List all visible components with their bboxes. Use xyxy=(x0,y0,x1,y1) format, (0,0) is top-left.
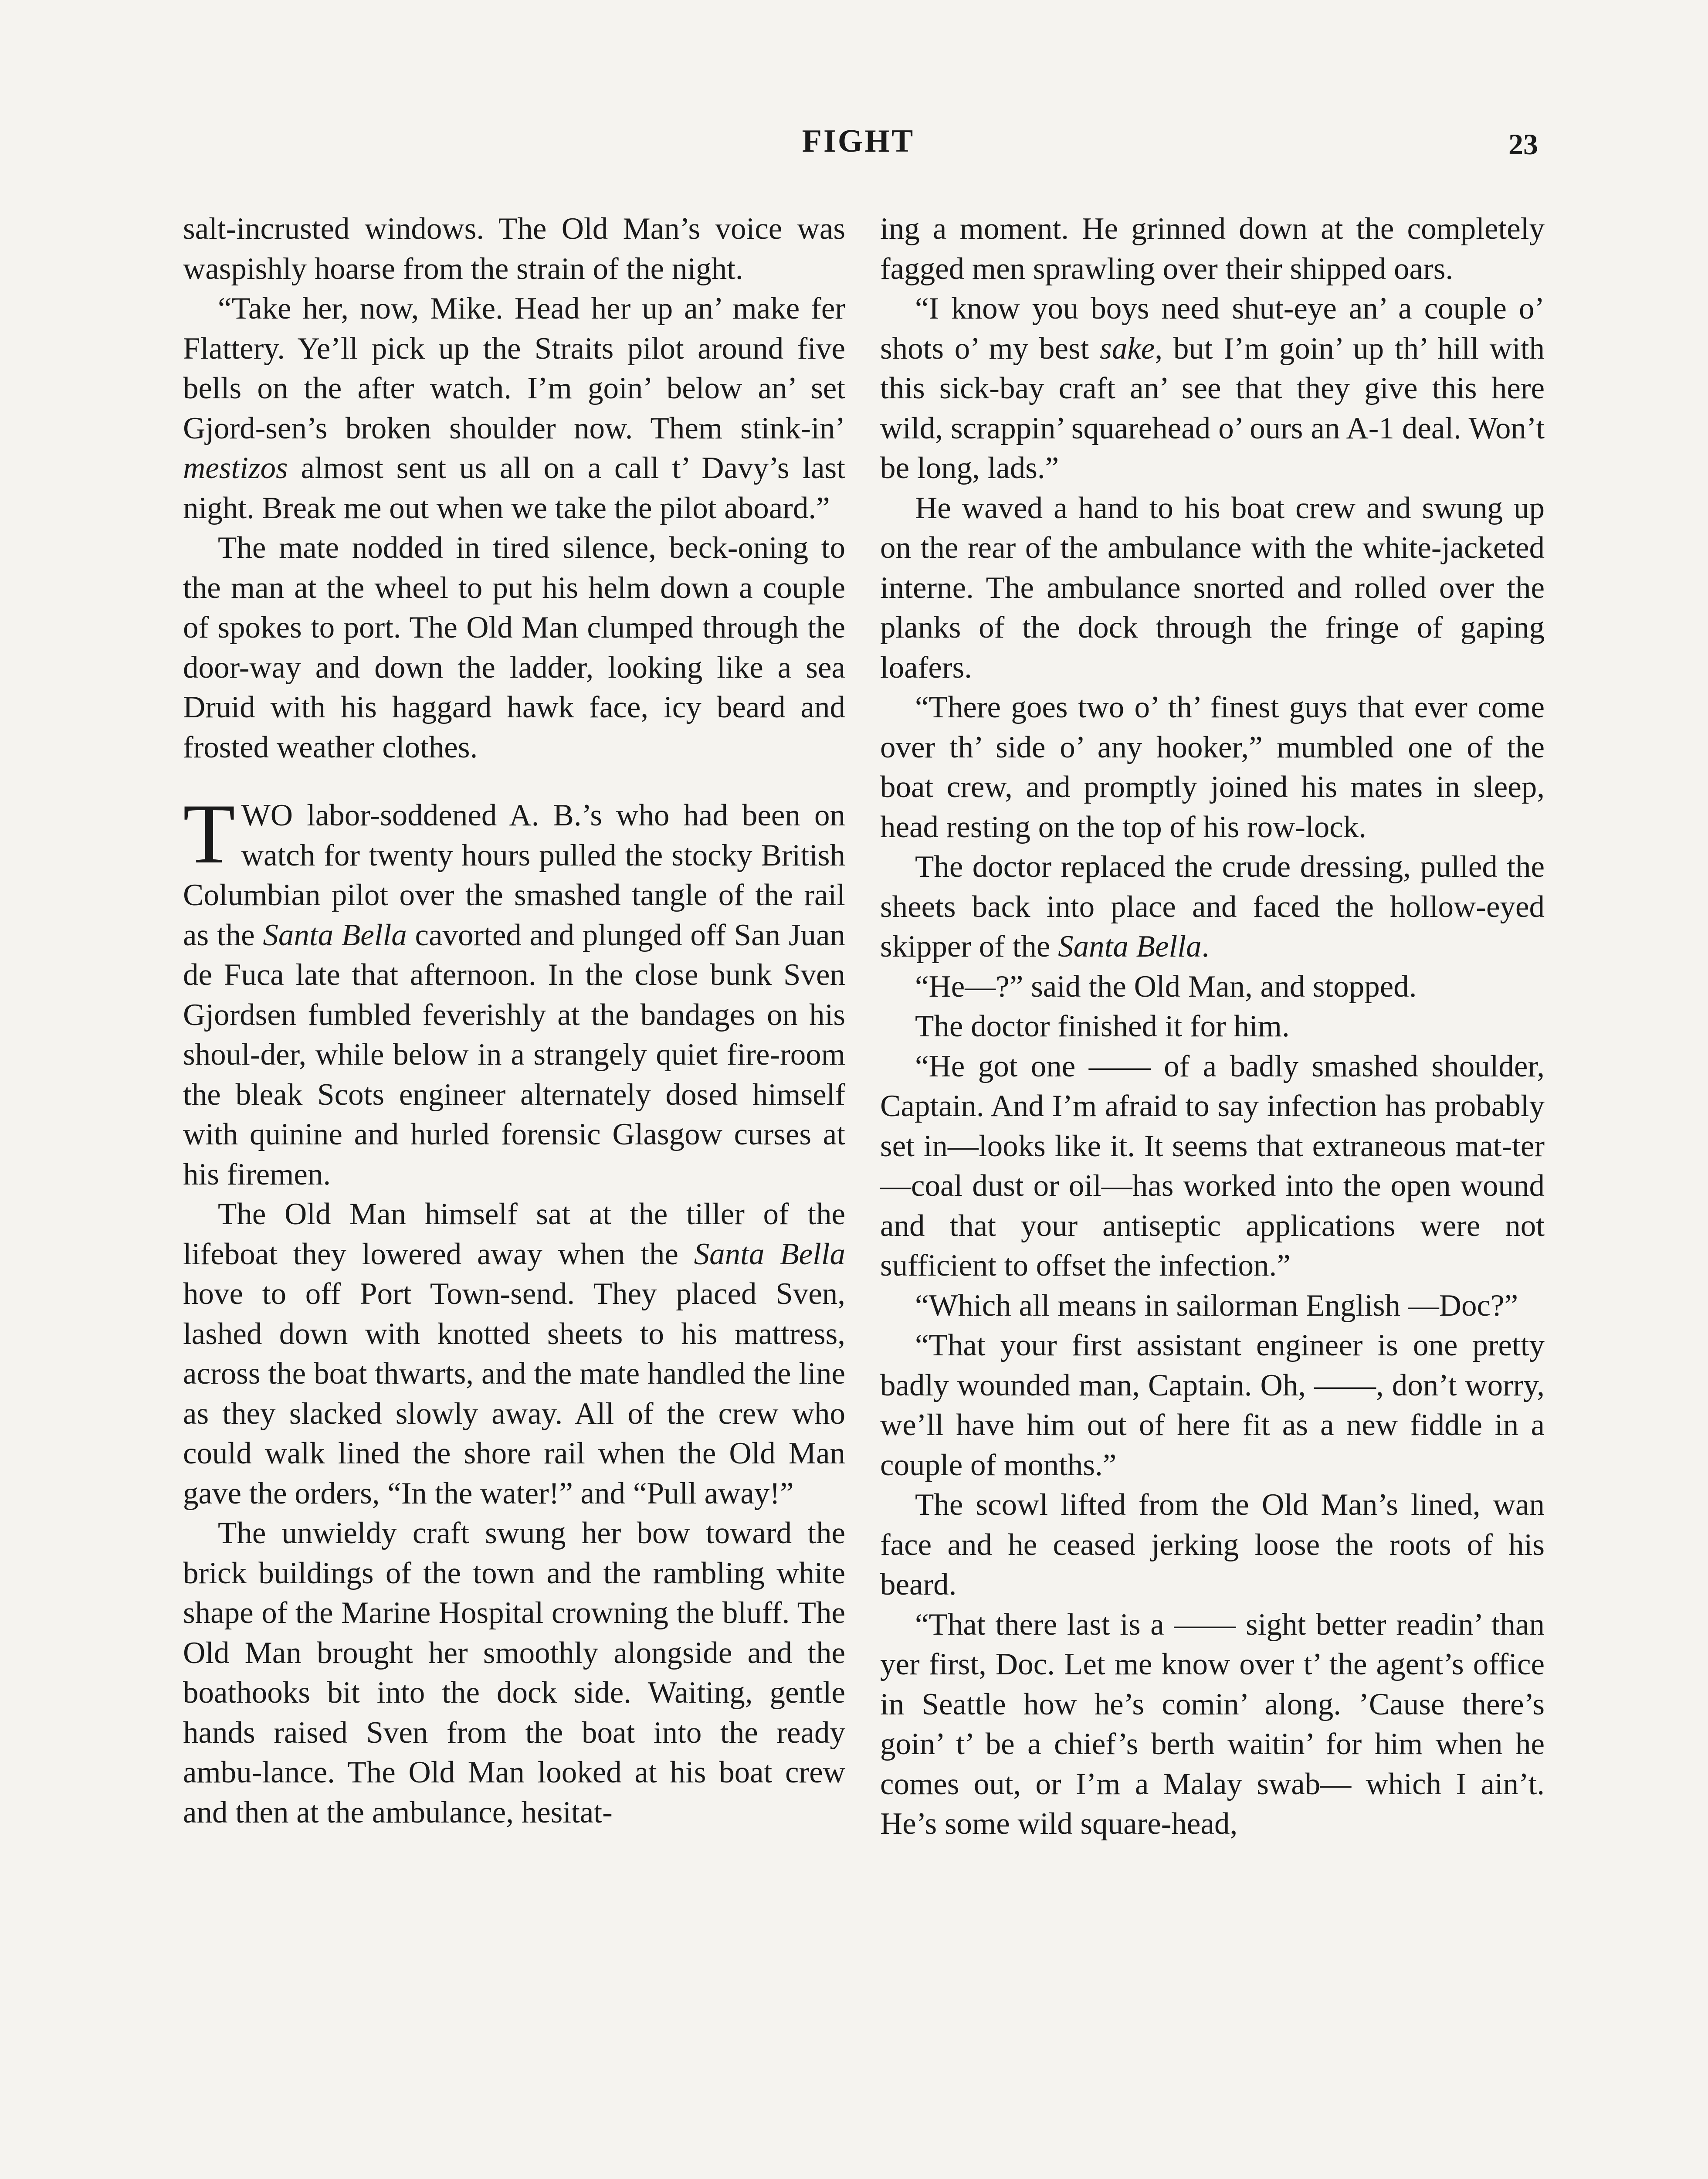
paragraph: ing a moment. He grinned down at the completely fagged men sprawling over their shipped oars. xyxy=(880,212,1545,286)
paragraph: salt-incrusted windows. The Old Man’s voice was waspishly hoarse from the strain of the night. xyxy=(183,212,845,286)
drop-cap: T xyxy=(183,787,235,881)
paragraph: The unwieldy craft swung her bow toward the brick buildings of the town and the rambling white shape of the Marine Hospital crowning the bluff. The Old Man brought her smoothly alongside and the boathooks bit into the dock side. Waiting, gentle hands raised Sven from the boat into the ready ambu-lance. The Old Man looked at his boat crew and then at the ambulance, hesitat- xyxy=(183,1516,845,1829)
paragraph: The doctor finished it for him. xyxy=(915,1009,1290,1043)
paragraph: The Old Man himself sat at the tiller of the lifeboat they lowered away when the Santa Bella hove to off Port Town-send. They placed Sven, lashed down with knotted sheets to his mattress, across the boat thwarts, and the mate handled the line as they slacked slowly away. All of the crew who could walk lined the shore rail when the Old Man gave the orders, “In the water!” and “Pull away!” xyxy=(183,1197,845,1510)
paragraph: The mate nodded in tired silence, beck-oning to the man at the wheel to put his helm down a couple of spokes to port. The Old Man clumped through the door-way and down the ladder, looking like a sea Druid with his haggard hawk face, icy beard and frosted weather clothes. xyxy=(183,531,845,764)
right-column xyxy=(880,209,1545,1844)
paragraph: The scowl lifted from the Old Man’s lined, wan face and he ceased jerking loose the roots of his beard. xyxy=(880,1488,1545,1602)
running-head xyxy=(0,123,1708,166)
paragraph: “Take her, now, Mike. Head her up an’ make fer Flattery. Ye’ll pick up the Straits pilot around five bells on the after watch. I’m goin’ below an’ set Gjord-sen’s broken shoulder now. Them stink-in’ mestizos almost sent us all on a call t’ Davy’s last night. Break me out when we take the pilot aboard.” xyxy=(183,292,845,525)
chapter-title: FIGHT xyxy=(802,123,915,159)
left-column xyxy=(183,209,845,1833)
paragraph: He waved a hand to his boat crew and swung up on the rear of the ambulance with the white-jacketed interne. The ambulance snorted and rolled over the planks of the dock through the fringe of gaping loafers. xyxy=(880,491,1545,685)
paragraph: The doctor replaced the crude dressing, pulled the sheets back into place and faced the hollow-eyed skipper of the Santa Bella. xyxy=(880,850,1545,964)
paragraph: “That your first assistant engineer is one pretty badly wounded man, Captain. Oh, ——, don’t worry, we’ll have him out of here fit as a new fiddle in a couple of months.” xyxy=(880,1328,1545,1482)
paragraph: “There goes two o’ th’ finest guys that ever come over th’ side o’ any hooker,” mumbled one of the boat crew, and promptly joined his mates in sleep, head resting on the top of his row-lock. xyxy=(880,690,1545,844)
paragraph: “That there last is a —— sight better readin’ than yer first, Doc. Let me know over t’ the agent’s office in Seattle how he’s comin’ along. ’Cause there’s goin’ t’ be a chief’s berth waitin’ for him when he comes out, or I’m a Malay swab— which I ain’t. He’s some wild square-head, xyxy=(880,1607,1545,1841)
section-opening-paragraph: TWO labor-soddened A. B.’s who had been on watch for twenty hours pulled the stocky British Columbian pilot over the smashed tangle of the rail as the Santa Bella cavorted and plunged off San Juan de Fuca late that afternoon. In the close bunk Sven Gjordsen fumbled feverishly at the bandages on his shoul-der, while below in a strangely quiet fire-room the bleak Scots engineer alternately dosed himself with quinine and hurled forensic Glasgow curses at his firemen. xyxy=(183,787,846,1191)
paragraph: “Which all means in sailorman English —Doc?” xyxy=(915,1288,1518,1323)
paragraph: “He—?” said the Old Man, and stopped. xyxy=(915,969,1417,1004)
page-number: 23 xyxy=(1508,128,1538,161)
paragraph: “I know you boys need shut-eye an’ a couple o’ shots o’ my best sake, but I’m goin’ up th’ hill with this sick-bay craft an’ see that they give this here wild, scrappin’ squarehead o’ ours an A-1 deal. Won’t be long, lads.” xyxy=(880,292,1545,485)
paragraph: “He got one —— of a badly smashed shoulder, Captain. And I’m afraid to say infection has probably set in—looks like it. It seems that extraneous mat-ter—coal dust or oil—has worked into the open wound and that your antiseptic applications were not sufficient to offset the infection.” xyxy=(880,1049,1545,1283)
